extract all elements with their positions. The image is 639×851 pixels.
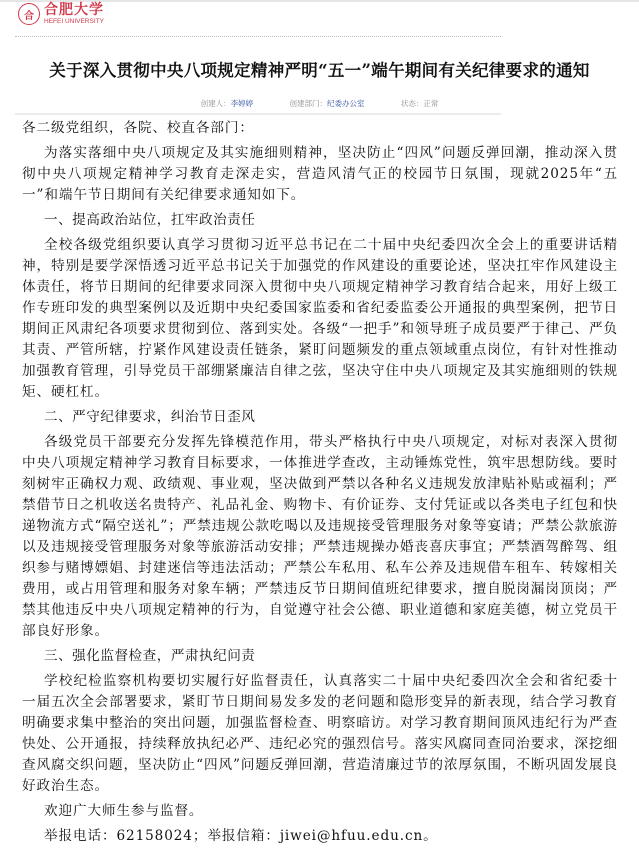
status-label: 状态： [400, 99, 424, 108]
salutation: 各二级党组织，各院、校直各部门： [22, 120, 254, 136]
section-heading-3: 三、强化监督检查，严肃执纪问责 [44, 648, 256, 664]
intro-paragraph: 为落实落细中央八项规定及其实施细则精神，坚决防止“四风”问题反弹回潮，推动深入贯彻中央八项规定精神学习教育走深走实，营造风清气正的校园节日氛围，现就2025年“五一”和端午节日期间有关纪律要求通知如下。 [22, 145, 618, 203]
creator-value: 李婷婷 [230, 99, 254, 108]
closing-paragraph: 欢迎广大师生参与监督。 [44, 803, 204, 819]
status-value: 正常 [423, 99, 439, 108]
dept-value: 纪委办公室 [327, 99, 365, 108]
section-3-paragraph: 学校纪检监察机构要切实履行好监督责任，认真落实二十届中央纪委四次全会和省纪委十一届五次全会部署要求，紧盯节日期间易发多发的老问题和隐形变异的新表现，结合学习教育明确要求集中整治的突出问题，加强监督检查、明察暗访。对学习教育期间顶风违纪行为严查快处、公开通报，持续释放执纪必严、违纪必究的强烈信号。落实风腐同查同治要求，深挖细查风腐交织问题，坚决防止“四风”问题反弹回潮，营造清廉过节的浓厚氛围，不断巩固发展良好政治生态。 [22, 673, 618, 794]
creator-label: 创建人： [200, 99, 231, 108]
university-logo[interactable] [18, 3, 104, 26]
section-1-paragraph: 全校各级党组织要认真学习贯彻习近平总书记在二十届中央纪委四次全会上的重要讲话精神，特别是要学深悟透习近平总书记关于加强党的作风建设的重要论述，坚决扛牢作风建设主体责任，将节日期间的纪律要求同深入贯彻中央八项规定精神学习教育结合起来，用好上级工作专班印发的典型案例以及近期中央纪委国家监委和省纪委监委公开通报的典型案例，把节日期间正风肃纪各项要求贯彻到位、落到实处。各级“一把手”和领导班子成员要严于律己、严负其责、严管所辖，拧紧作风建设责任链条，紧盯问题频发的重点领域重点岗位，有针对性推动加强教育管理，引导党员干部绷紧廉洁自律之弦，坚决守住中央八项规定及其实施细则的铁规矩、硬杠杠。 [22, 237, 618, 400]
meta-divider [15, 113, 501, 115]
article-meta [0, 98, 639, 109]
logo-english-name: HEFEI UNIVERSITY [44, 18, 104, 25]
article-body [22, 118, 618, 851]
logo-chinese-name: 合肥大学 [44, 2, 104, 18]
meta-status [401, 99, 439, 108]
meta-dept [290, 99, 365, 108]
dept-label: 创建部门： [289, 99, 327, 108]
article-title: 关于深入贯彻中央八项规定精神严明“五一”端午期间有关纪律要求的通知 [49, 61, 590, 80]
section-heading-1: 一、提高政治站位，扛牢政治责任 [44, 212, 256, 228]
header-divider [15, 36, 501, 37]
section-2-paragraph: 各级党员干部要充分发挥先锋模范作用，带头严格执行中央八项规定，对标对表深入贯彻中央八项规定精神学习教育目标要求，一体推进学查改，主动锤炼党性，筑牢思想防线。要时刻树牢正确权力观、政绩观、事业观，坚决做到严禁以各种名义违规发放津贴补贴或福利；严禁借节日之机收送名贵特产、礼品礼金、购物卡、有价证券、支付凭证或以各类电子红包和快递物流方式“隔空送礼”；严禁违规公款吃喝以及违规接受管理服务对象等宴请；严禁公款旅游以及违规接受管理服务对象等旅游活动安排；严禁违规操办婚丧喜庆事宜；严禁酒驾醉驾、组织参与赌博嫖娼、封建迷信等违法活动；严禁公车私用、私车公养及违规借车租车、转嫁相关费用，或占用管理和服务对象车辆；严禁违反节日期间值班纪律要求，擅自脱岗漏岗顶岗；严禁其他违反中央八项规定精神的行为，自觉遵守社会公德、职业道德和家庭美德，树立党员干部良好形象。 [22, 434, 618, 639]
report-contact: 举报电话：62158024；举报信箱：jiwei@hfuu.edu.cn。 [44, 828, 438, 844]
section-heading-2: 二、严守纪律要求，纠治节日歪风 [44, 409, 256, 425]
university-seal-icon: 合 [18, 3, 40, 25]
meta-creator [201, 99, 254, 108]
